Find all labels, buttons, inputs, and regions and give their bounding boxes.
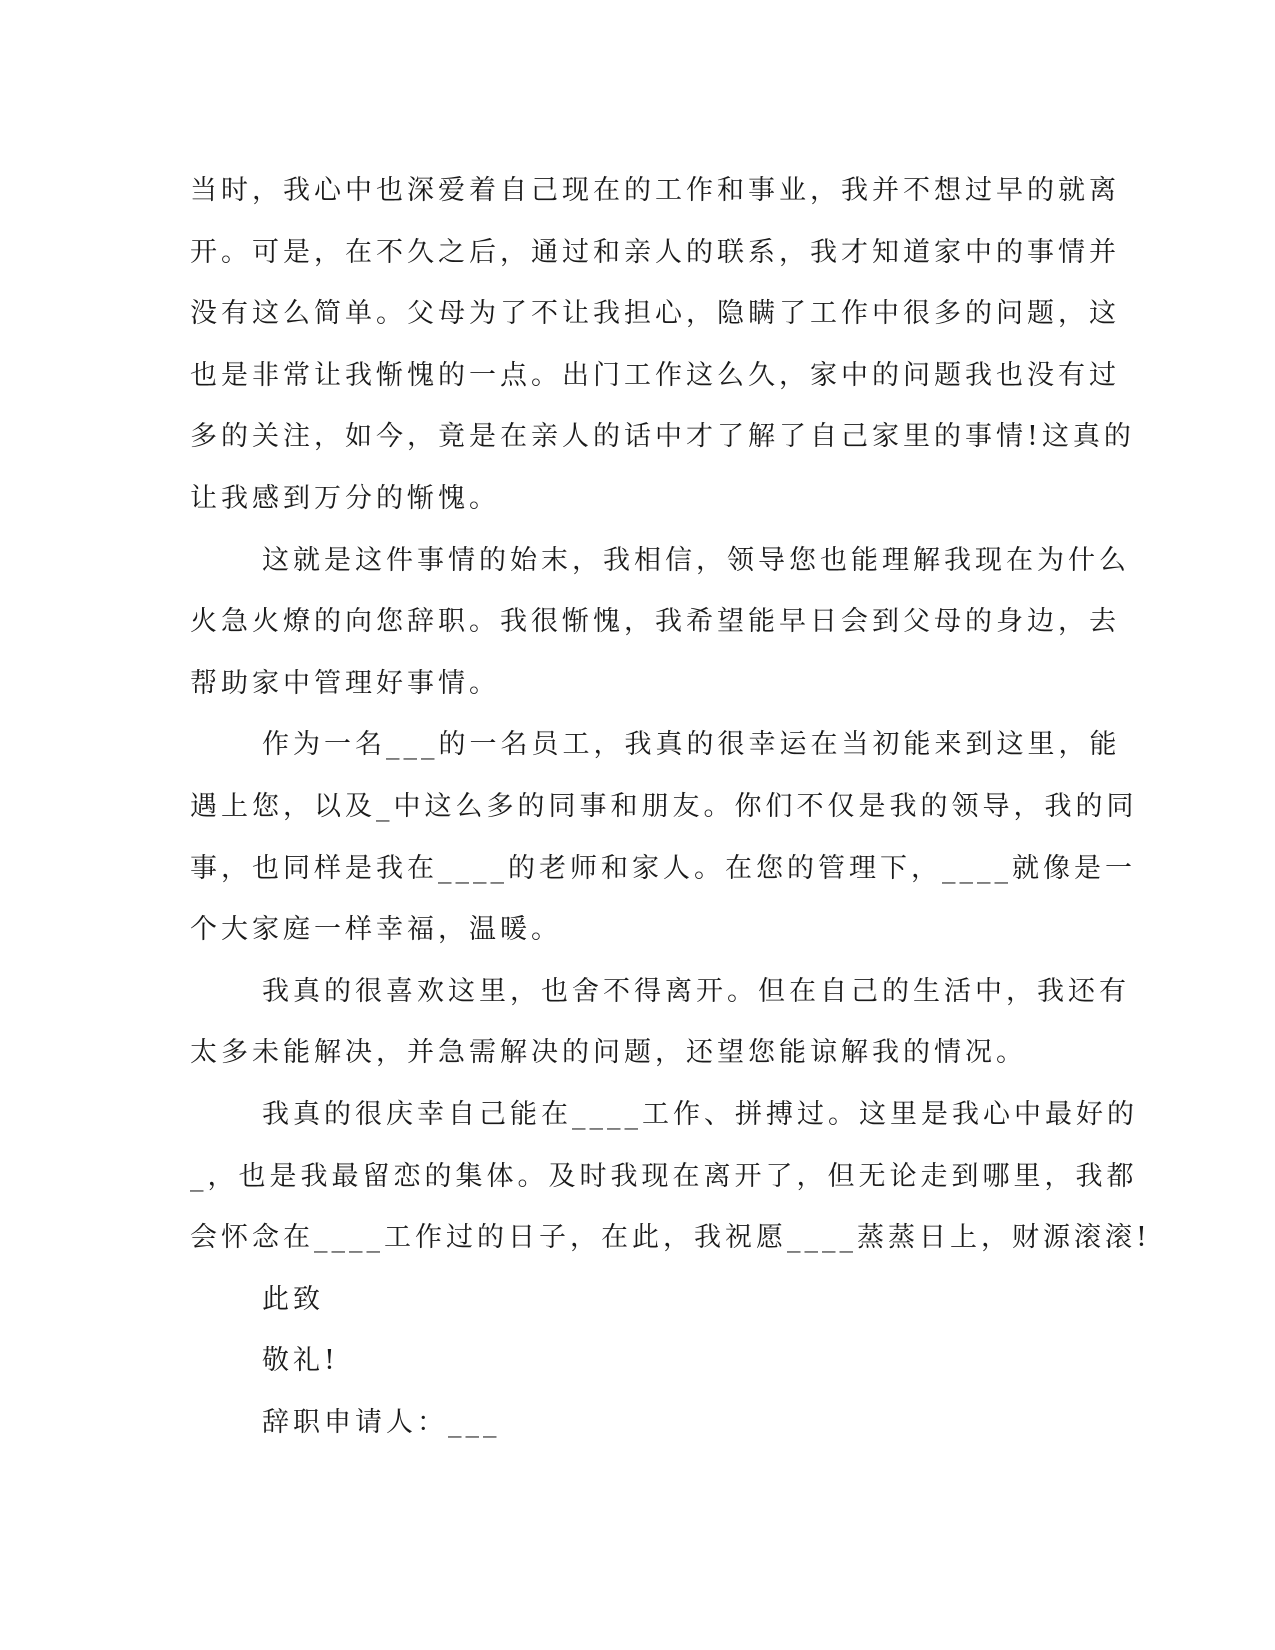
- text-line: 帮助家中管理好事情。: [190, 667, 500, 699]
- text-line: 多的关注，如今，竟是在亲人的话中才了解了自己家里的事情!这真的: [190, 421, 1135, 453]
- text-line: 开。可是，在不久之后，通过和亲人的联系，我才知道家中的事情并: [190, 236, 1120, 268]
- text-line: 事，也同样是我在____的老师和家人。在您的管理下，____就像是一: [190, 852, 1136, 884]
- signature-line: 辞职申请人：___: [262, 1406, 501, 1438]
- text-line: _，也是我最留恋的集体。及时我现在离开了，但无论走到哪里，我都: [190, 1160, 1138, 1192]
- text-line: 个大家庭一样幸福，温暖。: [190, 914, 562, 946]
- text-line: 当时，我心中也深爱着自己现在的工作和事业，我并不想过早的就离: [190, 175, 1120, 206]
- paragraph-start-line: 这就是这件事情的始末，我相信，领导您也能理解我现在为什么: [262, 544, 1130, 576]
- paragraph-start-line: 作为一名___的一名员工，我真的很幸运在当初能来到这里，能: [262, 729, 1121, 761]
- salutation-line: 敬礼!: [262, 1345, 339, 1377]
- text-line: 太多未能解决，并急需解决的问题，还望您能谅解我的情况。: [190, 1037, 1027, 1069]
- text-line: 火急火燎的向您辞职。我很惭愧，我希望能早日会到父母的身边，去: [190, 606, 1120, 638]
- letter-body: [190, 160, 1151, 1453]
- text-line: 遇上您，以及_中这么多的同事和朋友。你们不仅是我的领导，我的同: [190, 790, 1138, 822]
- paragraph-start-line: 我真的很庆幸自己能在____工作、拼搏过。这里是我心中最好的: [262, 1098, 1138, 1130]
- text-line: 没有这么简单。父母为了不让我担心，隐瞒了工作中很多的问题，这: [190, 298, 1120, 330]
- text-line: 会怀念在____工作过的日子，在此，我祝愿____蒸蒸日上，财源滚滚!: [190, 1222, 1151, 1254]
- text-line: 让我感到万分的惭愧。: [190, 482, 500, 514]
- text-line: 也是非常让我惭愧的一点。出门工作这么久，家中的问题我也没有过: [190, 359, 1120, 391]
- closing-line: 此致: [262, 1283, 324, 1315]
- paragraph-start-line: 我真的很喜欢这里，也舍不得离开。但在自己的生活中，我还有: [262, 975, 1130, 1007]
